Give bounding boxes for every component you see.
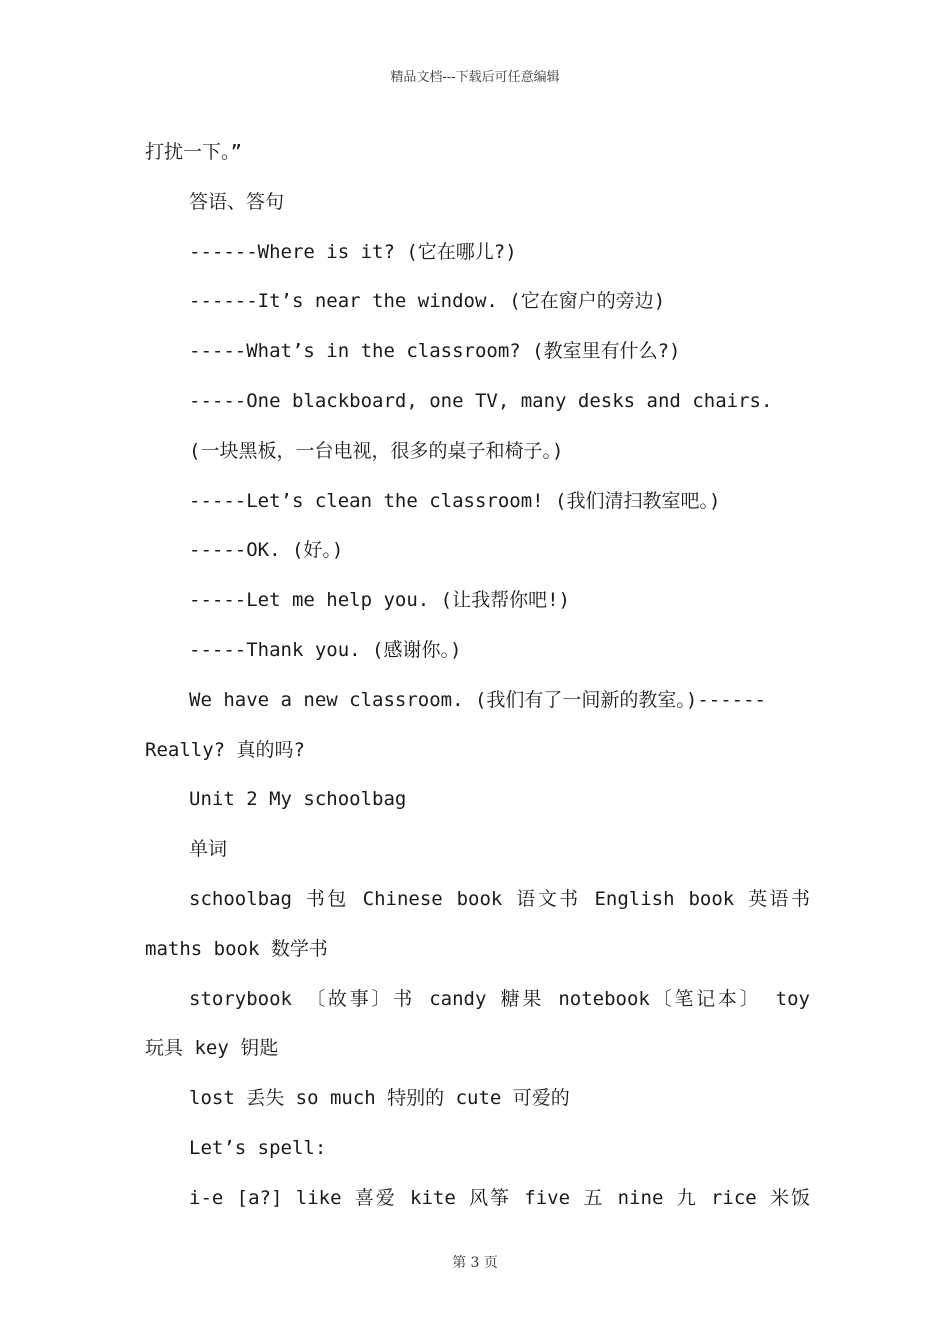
text-line: maths book 数学书 xyxy=(145,937,328,960)
page-footer: 第 3 页 xyxy=(452,1255,498,1271)
document-body xyxy=(145,128,810,1224)
text-line: Really? 真的吗? xyxy=(145,738,305,761)
text-line: schoolbag 书包 Chinese book 语文书 English book 英语书 xyxy=(189,887,810,910)
text-line: Let’s spell: xyxy=(189,1136,327,1159)
text-line: ------It’s near the window. (它在窗户的旁边) xyxy=(189,290,666,313)
text-line: 单词 xyxy=(189,838,228,861)
text-line: Unit 2 My schoolbag xyxy=(189,788,407,811)
text-line: -----Let me help you. (让我帮你吧!) xyxy=(189,589,570,612)
text-line: We have a new classroom. (我们有了一间新的教室。)------ xyxy=(189,688,766,711)
text-line: storybook 〔故事〕书 candy 糖果 notebook〔笔记本〕 toy xyxy=(189,987,810,1010)
text-line: lost 丢失 so much 特别的 cute 可爱的 xyxy=(189,1087,570,1110)
text-line: -----OK. (好。) xyxy=(189,539,344,562)
text-line: (一块黑板，一台电视，很多的桌子和椅子。) xyxy=(189,439,564,462)
text-line: -----Thank you. (感谢你。) xyxy=(189,638,462,661)
text-line: -----One blackboard, one TV, many desks and chairs. xyxy=(189,389,773,412)
text-line: -----Let’s clean the classroom! (我们清扫教室吧。) xyxy=(189,489,721,512)
text-line: 打扰一下。” xyxy=(145,141,242,163)
text-line: i-e [a?] like 喜爱 kite 风筝 five 五 nine 九 rice 米饭 xyxy=(189,1186,810,1209)
text-line: ------Where is it? (它在哪儿?) xyxy=(189,240,517,263)
page-header: 精品文档---下载后可任意编辑 xyxy=(390,70,560,85)
text-line: -----What’s in the classroom? (教室里有什么?) xyxy=(189,340,681,363)
text-line: 玩具 key 钥匙 xyxy=(145,1037,279,1060)
text-line: 答语、答句 xyxy=(189,190,285,213)
